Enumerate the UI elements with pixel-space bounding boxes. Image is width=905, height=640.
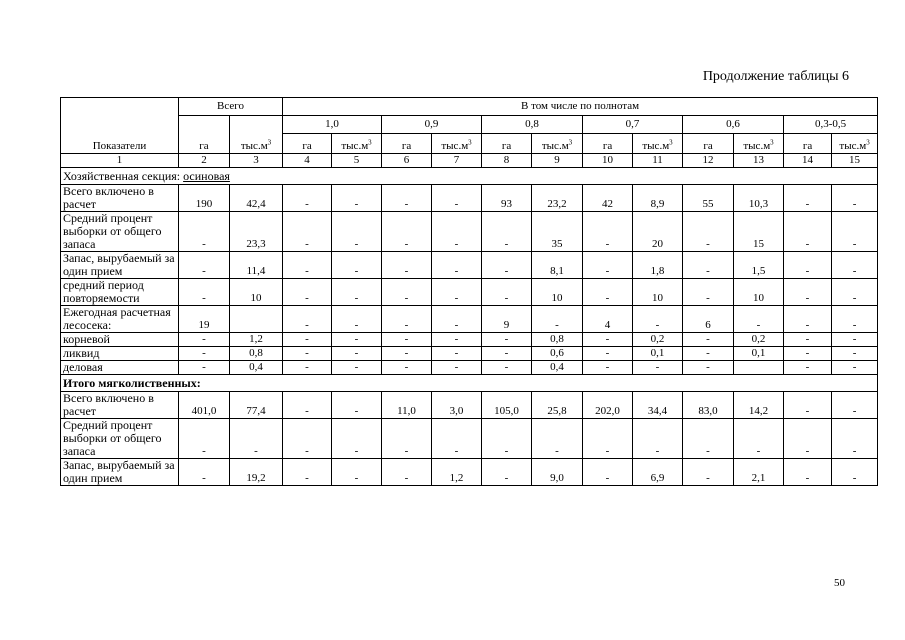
unit-volume-text: тыс.м xyxy=(642,140,670,152)
table-cell: - xyxy=(633,306,683,333)
table-cell: 0,4 xyxy=(532,361,583,375)
table-cell: - xyxy=(283,419,332,459)
table-cell: - xyxy=(784,361,832,375)
unit-volume-sup: 3 xyxy=(468,138,472,147)
table-row xyxy=(61,419,878,459)
table-cell: 19 xyxy=(179,306,230,333)
table-cell: 9 xyxy=(482,306,532,333)
table-row xyxy=(61,212,878,252)
table-cell: - xyxy=(332,212,382,252)
row-label: ликвид xyxy=(61,347,179,361)
header-density-5: 0,3-0,5 xyxy=(784,116,878,134)
unit-volume-sup: 3 xyxy=(866,138,870,147)
table-row xyxy=(61,347,878,361)
table-cell: 0,2 xyxy=(633,333,683,347)
column-number: 1 xyxy=(61,154,179,168)
table-cell: - xyxy=(482,252,532,279)
table-cell: - xyxy=(583,212,633,252)
column-number: 8 xyxy=(482,154,532,168)
table-cell: - xyxy=(283,347,332,361)
table-cell: - xyxy=(832,333,878,347)
table-cell: 34,4 xyxy=(633,392,683,419)
unit-volume-text: тыс.м xyxy=(839,140,867,152)
header-total-unit-volume xyxy=(230,116,283,154)
header-unit-volume xyxy=(734,134,784,154)
table-cell: - xyxy=(583,459,633,486)
table-row xyxy=(61,185,878,212)
unit-volume-text: тыс.м xyxy=(341,140,369,152)
table-cell: 202,0 xyxy=(583,392,633,419)
row-label: Запас, вырубаемый за один прием xyxy=(61,459,179,486)
row-label: Всего включено в расчет xyxy=(61,392,179,419)
table-cell: - xyxy=(832,392,878,419)
table-cell: 8,9 xyxy=(633,185,683,212)
page-number: 50 xyxy=(834,577,845,589)
table-cell: - xyxy=(532,419,583,459)
header-density-4: 0,6 xyxy=(683,116,784,134)
table-cell: - xyxy=(432,185,482,212)
unit-volume-sup: 3 xyxy=(267,138,272,147)
table-cell: - xyxy=(382,252,432,279)
table-cell: 20 xyxy=(633,212,683,252)
table-cell: - xyxy=(382,459,432,486)
table-cell: 2,1 xyxy=(734,459,784,486)
table-cell: - xyxy=(382,279,432,306)
table-cell: - xyxy=(832,459,878,486)
table-cell xyxy=(734,361,784,375)
column-number: 10 xyxy=(583,154,633,168)
unit-volume-sup: 3 xyxy=(568,138,573,147)
table-cell: - xyxy=(784,212,832,252)
unit-volume-text: тыс.м xyxy=(240,140,268,152)
table-cell: - xyxy=(683,279,734,306)
table-cell: 6 xyxy=(683,306,734,333)
table-cell: - xyxy=(432,361,482,375)
table-cell: - xyxy=(332,306,382,333)
table-cell: 190 xyxy=(179,185,230,212)
table-cell: 0,2 xyxy=(734,333,784,347)
unit-volume-sup: 3 xyxy=(669,138,673,147)
table-cell: - xyxy=(832,279,878,306)
table-cell: - xyxy=(432,347,482,361)
table-cell: - xyxy=(482,212,532,252)
table-cell: - xyxy=(230,419,283,459)
table-cell: - xyxy=(683,212,734,252)
row-label: Ежегодная расчетная лесосека: xyxy=(61,306,179,333)
header-indicators: Показатели xyxy=(61,98,179,154)
table-cell: 1,2 xyxy=(230,333,283,347)
table-cell: - xyxy=(179,333,230,347)
table-cell: - xyxy=(283,459,332,486)
unit-volume-text: тыс.м xyxy=(441,140,469,152)
table-cell: - xyxy=(179,279,230,306)
header-unit-ha: га xyxy=(583,134,633,154)
table-cell: 10 xyxy=(734,279,784,306)
table-cell xyxy=(230,306,283,333)
data-table xyxy=(60,97,878,486)
table-cell: - xyxy=(683,252,734,279)
table-cell: - xyxy=(633,361,683,375)
column-number: 5 xyxy=(332,154,382,168)
table-cell: - xyxy=(332,185,382,212)
unit-volume-sup: 3 xyxy=(770,138,774,147)
table-cell: - xyxy=(432,333,482,347)
header-unit-volume xyxy=(532,134,583,154)
table-cell: 401,0 xyxy=(179,392,230,419)
table-cell: - xyxy=(734,419,784,459)
row-label: Запас, вырубаемый за один прием xyxy=(61,252,179,279)
table-cell: - xyxy=(432,252,482,279)
header-density-2: 0,8 xyxy=(482,116,583,134)
table-cell: - xyxy=(179,361,230,375)
table-cell: - xyxy=(784,419,832,459)
table-cell: 1,5 xyxy=(734,252,784,279)
table-cell: 14,2 xyxy=(734,392,784,419)
table-cell: - xyxy=(784,333,832,347)
table-cell: - xyxy=(283,306,332,333)
table-cell: - xyxy=(332,459,382,486)
table-cell: - xyxy=(332,252,382,279)
row-label: Средний процент выборки от общего запаса xyxy=(61,212,179,252)
table-cell: - xyxy=(482,361,532,375)
table-cell: 0,1 xyxy=(633,347,683,361)
table-cell: - xyxy=(283,185,332,212)
table-cell: 42,4 xyxy=(230,185,283,212)
table-cell: - xyxy=(382,361,432,375)
row-label: Средний процент выборки от общего запаса xyxy=(61,419,179,459)
table-cell: - xyxy=(432,419,482,459)
table-cell: 77,4 xyxy=(230,392,283,419)
table-cell: - xyxy=(832,419,878,459)
table-cell: - xyxy=(432,306,482,333)
table-cell: - xyxy=(832,306,878,333)
table-cell: - xyxy=(382,212,432,252)
table-cell: - xyxy=(532,306,583,333)
unit-volume-text: тыс.м xyxy=(541,140,569,152)
header-total: Всего xyxy=(179,98,283,116)
subtotal-heading: Итого мягколиственных: xyxy=(61,375,878,392)
column-number: 7 xyxy=(432,154,482,168)
column-number: 4 xyxy=(283,154,332,168)
table-cell: - xyxy=(832,212,878,252)
table-row xyxy=(61,459,878,486)
table-cell: 11,4 xyxy=(230,252,283,279)
column-number: 9 xyxy=(532,154,583,168)
table-cell: - xyxy=(583,347,633,361)
table-cell: - xyxy=(683,333,734,347)
table-cell: 3,0 xyxy=(432,392,482,419)
table-cell: - xyxy=(382,306,432,333)
table-cell: 0,8 xyxy=(532,333,583,347)
table-cell: - xyxy=(683,347,734,361)
table-row xyxy=(61,333,878,347)
table-cell: - xyxy=(332,333,382,347)
table-cell: - xyxy=(832,185,878,212)
table-cell: 0,6 xyxy=(532,347,583,361)
column-number: 3 xyxy=(230,154,283,168)
table-cell: 10 xyxy=(230,279,283,306)
column-number: 14 xyxy=(784,154,832,168)
row-label: корневой xyxy=(61,333,179,347)
table-cell: - xyxy=(283,279,332,306)
table-cell: - xyxy=(482,419,532,459)
table-cell: - xyxy=(832,347,878,361)
header-unit-volume xyxy=(332,134,382,154)
table-cell: 0,8 xyxy=(230,347,283,361)
table-cell: 0,4 xyxy=(230,361,283,375)
row-label: средний период повторяемости xyxy=(61,279,179,306)
header-unit-volume xyxy=(432,134,482,154)
table-cell: - xyxy=(482,279,532,306)
table-cell: 10,3 xyxy=(734,185,784,212)
header-unit-volume xyxy=(832,134,878,154)
table-cell: - xyxy=(482,333,532,347)
table-cell: - xyxy=(832,361,878,375)
table-cell: 9,0 xyxy=(532,459,583,486)
section-name: осиновая xyxy=(183,168,230,183)
table-cell: - xyxy=(382,419,432,459)
header-density-1: 0,9 xyxy=(382,116,482,134)
column-number: 6 xyxy=(382,154,432,168)
row-label: деловая xyxy=(61,361,179,375)
table-row xyxy=(61,252,878,279)
header-unit-ha: га xyxy=(683,134,734,154)
column-number: 13 xyxy=(734,154,784,168)
table-caption: Продолжение таблицы 6 xyxy=(702,69,849,84)
section-prefix: Хозяйственная секция: xyxy=(63,168,184,183)
table-cell: - xyxy=(283,333,332,347)
table-cell: - xyxy=(332,392,382,419)
table-cell: - xyxy=(683,361,734,375)
unit-volume-text: тыс.м xyxy=(743,140,771,152)
table-cell: - xyxy=(832,252,878,279)
column-number: 12 xyxy=(683,154,734,168)
header-unit-ha: га xyxy=(382,134,432,154)
header-unit-ha: га xyxy=(482,134,532,154)
table-cell: 8,1 xyxy=(532,252,583,279)
table-cell: - xyxy=(784,459,832,486)
table-cell: - xyxy=(583,279,633,306)
table-cell: - xyxy=(332,279,382,306)
unit-volume-sup: 3 xyxy=(368,138,372,147)
header-unit-ha: га xyxy=(784,134,832,154)
table-cell: 93 xyxy=(482,185,532,212)
table-cell: - xyxy=(734,306,784,333)
table-cell: 10 xyxy=(532,279,583,306)
table-row xyxy=(61,306,878,333)
table-cell: 83,0 xyxy=(683,392,734,419)
table-cell: - xyxy=(179,212,230,252)
table-cell: - xyxy=(179,419,230,459)
table-cell: 105,0 xyxy=(482,392,532,419)
table-cell: - xyxy=(784,392,832,419)
table-cell: - xyxy=(283,392,332,419)
table-cell: - xyxy=(179,459,230,486)
table-cell: 55 xyxy=(683,185,734,212)
table-cell: - xyxy=(332,347,382,361)
table-cell: - xyxy=(583,419,633,459)
table-cell: - xyxy=(784,279,832,306)
header-density-3: 0,7 xyxy=(583,116,683,134)
table-row xyxy=(61,279,878,306)
table-cell: 23,2 xyxy=(532,185,583,212)
table-cell: - xyxy=(583,361,633,375)
table-cell: - xyxy=(784,306,832,333)
table-cell: - xyxy=(583,252,633,279)
table-cell: - xyxy=(179,252,230,279)
table-cell: - xyxy=(683,419,734,459)
table-cell: 4 xyxy=(583,306,633,333)
table-cell: - xyxy=(179,347,230,361)
table-cell: - xyxy=(283,361,332,375)
table-cell: - xyxy=(332,419,382,459)
table-cell: - xyxy=(332,361,382,375)
table-cell: - xyxy=(683,459,734,486)
table-cell: - xyxy=(283,252,332,279)
table-cell: 6,9 xyxy=(633,459,683,486)
table-cell: - xyxy=(784,347,832,361)
column-number: 11 xyxy=(633,154,683,168)
column-number: 15 xyxy=(832,154,878,168)
table-cell: 42 xyxy=(583,185,633,212)
row-label: Всего включено в расчет xyxy=(61,185,179,212)
header-unit-volume xyxy=(633,134,683,154)
table-cell: - xyxy=(633,419,683,459)
table-cell: 19,2 xyxy=(230,459,283,486)
table-cell: 0,1 xyxy=(734,347,784,361)
table-cell: - xyxy=(283,212,332,252)
table-cell: - xyxy=(482,347,532,361)
table-cell: 25,8 xyxy=(532,392,583,419)
table-row xyxy=(61,392,878,419)
section-heading xyxy=(61,168,878,185)
header-by-density: В том числе по полнотам xyxy=(283,98,878,116)
table-cell: 10 xyxy=(633,279,683,306)
table-row xyxy=(61,361,878,375)
table-cell: - xyxy=(432,279,482,306)
table-cell: 1,8 xyxy=(633,252,683,279)
table-cell: 15 xyxy=(734,212,784,252)
header-density-0: 1,0 xyxy=(283,116,382,134)
table-cell: 23,3 xyxy=(230,212,283,252)
header-unit-ha: га xyxy=(283,134,332,154)
table-cell: - xyxy=(482,459,532,486)
table-cell: - xyxy=(583,333,633,347)
table-cell: - xyxy=(382,333,432,347)
table-cell: - xyxy=(382,185,432,212)
column-number: 2 xyxy=(179,154,230,168)
table-cell: - xyxy=(432,212,482,252)
table-cell: 11,0 xyxy=(382,392,432,419)
table-cell: - xyxy=(382,347,432,361)
table-cell: - xyxy=(784,252,832,279)
header-total-unit-ha: га xyxy=(179,116,230,154)
table-cell: - xyxy=(784,185,832,212)
table-cell: 1,2 xyxy=(432,459,482,486)
table-cell: 35 xyxy=(532,212,583,252)
